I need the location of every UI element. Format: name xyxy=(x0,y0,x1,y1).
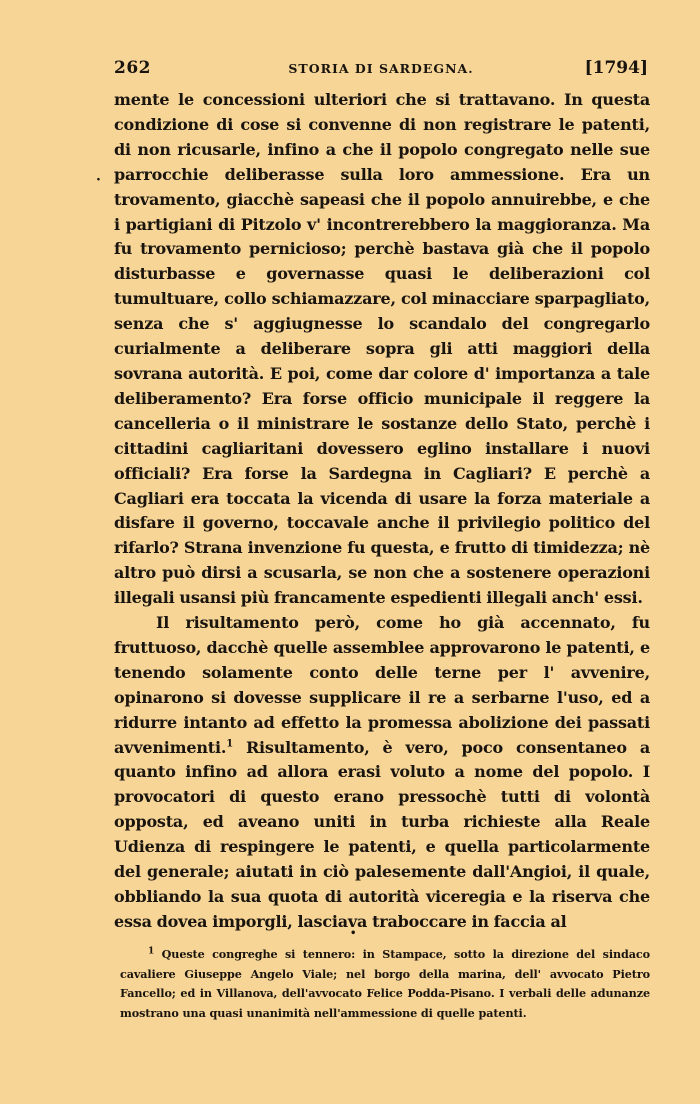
paragraph-2-part-2: Risultamento, è vero, poco consentaneo a quanto infino ad allora erasi voluto a nome del popolo. I provocatori di questo erano pressochè tutti di volontà opposta, ed aveano uniti in turba richieste alla Reale Udienza di respingere le patenti, e quella particolarmente del generale; aiutati in ciò palesemente dall'Angioi, il quale, obbliando la sua quota di autorità viceregia e la riserva che essa dovea imporgli, lasciava traboccare in faccia al xyxy=(114,737,650,931)
footnote-body: Queste congreghe si tennero: in Stampace, sotto la direzione del sindaco cavaliere Giuseppe Angelo Viale; nel borgo della marina, dell' avvocato Pietro Fancello; ed in Villanova, dell'avvocato Felice Podda-Pisano. I verbali delle adunanze mostrano una quasi unanimità nell'ammessione di quelle patenti. xyxy=(120,947,650,1020)
margin-mark: · xyxy=(96,172,101,188)
main-text xyxy=(114,88,650,935)
year-marker: [1794] xyxy=(584,58,648,78)
footnote-text xyxy=(120,945,650,1023)
footnote xyxy=(120,945,650,1023)
paragraph-2 xyxy=(114,611,650,935)
paragraph-2-part-1: Il risultamento però, come ho già accennato, fu fruttuoso, dacchè quelle assemblee approvarono le patenti, e tenendo solamente conto delle terne per l' avvenire, opinarono si dovesse supplicare il re a serbarne l'uso, ed a ridurre intanto ad effetto la promessa abolizione dei passati avvenimenti. xyxy=(114,613,650,757)
page-number: 262 xyxy=(114,58,151,78)
running-title: STORIA DI SARDEGNA. xyxy=(288,61,474,76)
footnote-reference: 1 xyxy=(226,738,233,750)
footnote-number: 1 xyxy=(148,946,155,957)
paragraph-1: mente le concessioni ulteriori che si trattavano. In questa condizione di cose si convenne di non registrare le patenti, di non ricusarle, infino a che il popolo congregato nelle sue parrocchie deliberasse sulla loro ammessione. Era un trovamento, giacchè sapeasi che il popolo annuirebbe, e che i partigiani di Pitzolo v' incontrerebbero la maggioranza. Ma fu trovamento pernicioso; perchè bastava già che il popolo disturbasse e governasse quasi le deliberazioni col tumultuare, collo schiamazzare, col minacciare sparpagliato, senza che s' aggiugnesse lo scandalo del congregarlo curialmente a deliberare sopra gli atti maggiori della sovrana autorità. E poi, come dar colore d' importanza a tale deliberamento? Era forse officio municipale il reggere la cancelleria o il ministrare le sostanze dello Stato, perchè i cittadini cagliaritani dovessero eglino installare i nuovi officiali? Era forse la Sardegna in Cagliari? E perchè a Cagliari era toccata la vicenda di usare la forza materiale a disfare il governo, toccavale anche il privilegio politico del rifarlo? Strana invenzione fu questa, e frutto di timidezza; nè altro può dirsi a scusarla, se non che a sostenere operazioni illegali usansi più francamente espedienti illegali anch' essi. xyxy=(114,90,650,608)
footnote-separator: • xyxy=(350,928,357,939)
page-header xyxy=(114,58,648,84)
